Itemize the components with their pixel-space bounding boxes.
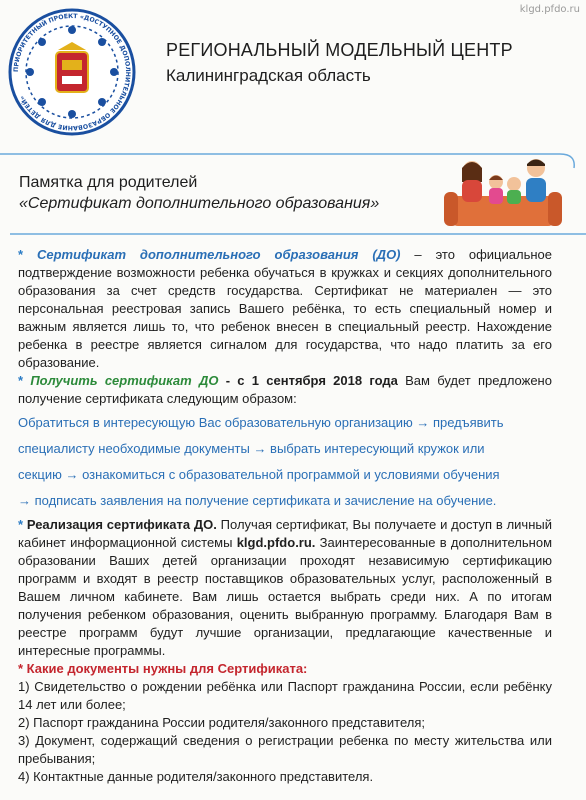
- document-item: 4) Контактные данные родителя/законного представителя.: [18, 769, 374, 784]
- heading-certificate: Сертификат дополнительного образования (ДО): [36, 247, 401, 262]
- heading-get-certificate: Получить сертификат ДО: [30, 373, 219, 388]
- bullet-star: *: [18, 517, 24, 532]
- section-certificate-usage: [18, 516, 552, 660]
- page-header: [0, 0, 586, 140]
- usage-text-1: Получая сертификат, Вы получаете и доступ в личный кабинет информационной системы: [18, 517, 552, 550]
- step-line: секцию → ознакомиться с образовательной программой и условиями обучения: [18, 467, 500, 482]
- site-watermark: klgd.pfdo.ru: [519, 4, 580, 15]
- start-date: с 1 сентября 2018 года: [237, 373, 398, 388]
- step-line: → подписать заявления на получение сертификата и зачисление на обучение.: [18, 493, 497, 508]
- org-title: РЕГИОНАЛЬНЫЙ МОДЕЛЬНЫЙ ЦЕНТР: [166, 40, 513, 60]
- heading-usage: Реализация сертификата ДО.: [26, 517, 217, 532]
- document-item: 1) Свидетельство о рождении ребёнка или Паспорт гражданина России, если ребёнку 14 лет или более;: [18, 679, 552, 712]
- section-certificate-definition: [18, 246, 552, 372]
- heading-required-documents: * Какие документы нужны для Сертификата:: [18, 661, 308, 676]
- memo-title: Памятка для родителей: [19, 174, 198, 191]
- system-site-link[interactable]: klgd.pfdo.ru.: [236, 535, 316, 550]
- certificate-definition-text: – это официальное подтверждение возможности ребенка обучаться в кружках и секциях дополнительного образования за счет средств государства. Сертификат не материален — это персональная реестровая запись Вашего ребёнка, то есть специальный номер и важным является лишь то, что ребенок внесен в специальный реестр. Нахождение ребенка в реестре является сигналом для государства, что надо платить за его образование.: [18, 247, 552, 370]
- svg-text:ПРИОРИТЕТНЫЙ ПРОЕКТ «ДОСТУПНОЕ: ПРИОРИТЕТНЫЙ ПРОЕКТ «ДОСТУПНОЕ ДОПОЛНИТЕЛЬНОЕ ОБРАЗОВАНИЕ ДЛЯ ДЕТЕЙ»: [12, 12, 132, 132]
- certificate-steps: [18, 410, 552, 514]
- family-illustration: [444, 156, 562, 234]
- memo-content: [18, 246, 552, 786]
- step-line: Обратиться в интересующую Вас образовательную организацию → предъявить: [18, 415, 504, 430]
- bullet-star: *: [18, 247, 24, 262]
- section-get-certificate: [18, 372, 552, 408]
- project-seal-logo: [6, 6, 138, 138]
- bullet-star: *: [18, 373, 24, 388]
- document-item: 2) Паспорт гражданина России родителя/законного представителя;: [18, 715, 426, 730]
- org-region: Калининградская область: [166, 66, 371, 85]
- step-line: специалисту необходимые документы → выбрать интересующий кружок или: [18, 441, 485, 456]
- memo-subtitle: «Сертификат дополнительного образования»: [19, 195, 380, 212]
- document-item: 3) Документ, содержащий сведения о регистрации ребенка по месту жительства или пребывания;: [18, 733, 552, 766]
- dash: -: [218, 373, 238, 388]
- get-certificate-text: Вам будет предложено получение сертификата следующим образом:: [18, 373, 552, 406]
- usage-text-2: Заинтересованные в дополнительном образовании Ваших детей организации проходят независимую сертификацию программ и входят в реестр поставщиков образовательных услуг, расположенный в Вашем личном кабинете. Вам лишь остается выбрать среди них. А по итогам получения ребенком образования, оценить выбранную программу. Благодаря Вам в реестре программ будут лучшие организации, предлагающие качественные и интересные программы.: [18, 535, 553, 658]
